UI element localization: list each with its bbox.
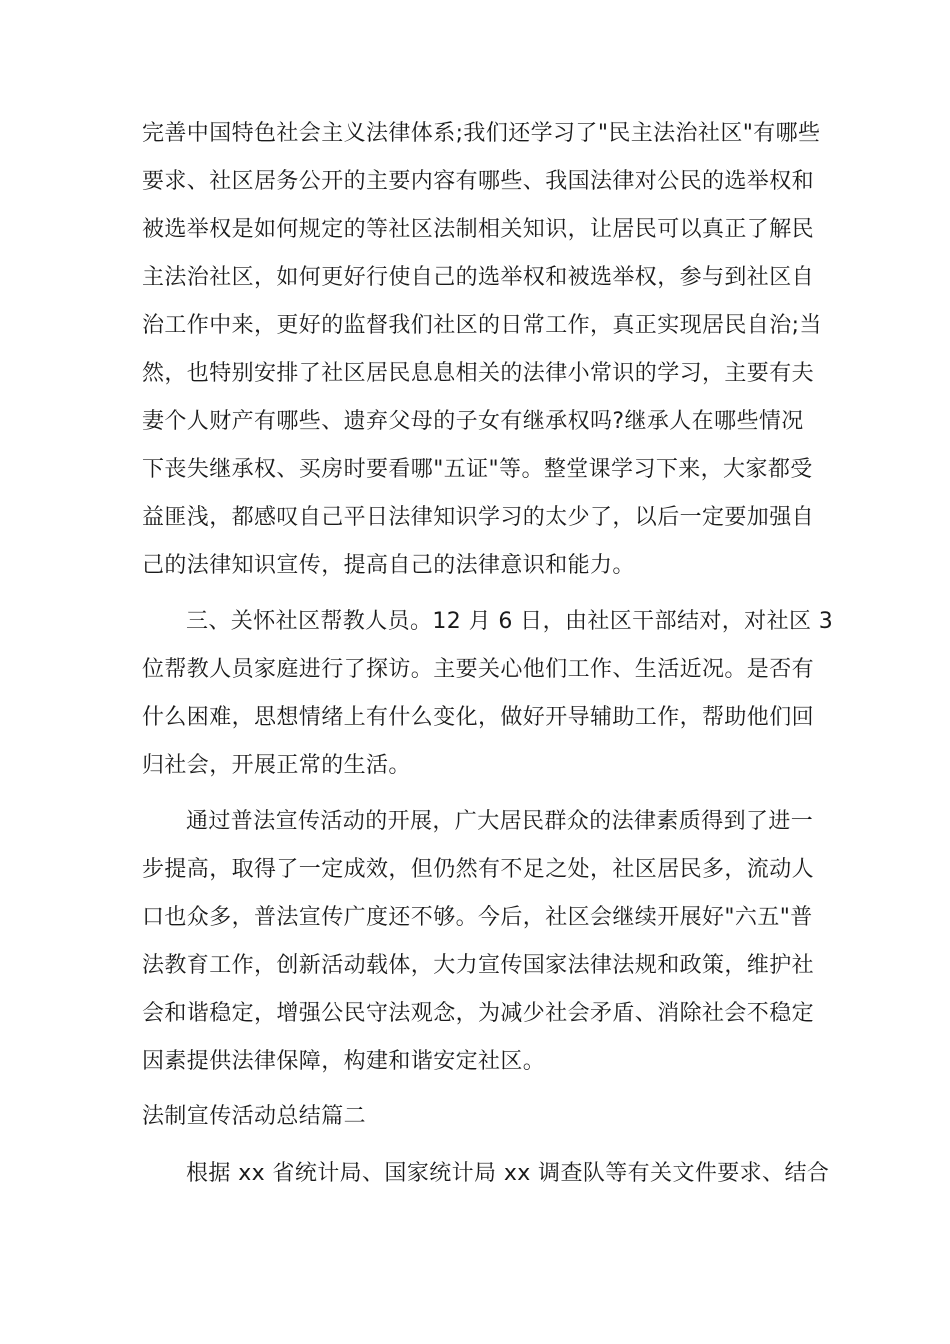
text-line: 然，也特别安排了社区居民息息相关的法律小常识的学习，主要有夫	[142, 361, 815, 386]
text-line: 口也众多，普法宣传广度还不够。今后，社区会继续开展好"六五"普	[142, 905, 813, 930]
text-line: 益匪浅，都感叹自己平日法律知识学习的太少了，以后一定要加强自	[142, 505, 815, 530]
text-line: 妻个人财产有哪些、遗弃父母的子女有继承权吗?继承人在哪些情况	[142, 409, 804, 434]
text-line: 三、关怀社区帮教人员。12 月 6 日，由社区干部结对，对社区 3	[186, 609, 834, 634]
text-line: 要求、社区居务公开的主要内容有哪些、我国法律对公民的选举权和	[142, 169, 815, 194]
text-line: 完善中国特色社会主义法律体系;我们还学习了"民主法治社区"有哪些	[142, 121, 821, 146]
text-line: 步提高，取得了一定成效，但仍然有不足之处，社区居民多，流动人	[142, 857, 815, 882]
text-line: 治工作中来，更好的监督我们社区的日常工作，真正实现居民自治;当	[142, 313, 822, 338]
text-line: 因素提供法律保障，构建和谐安定社区。	[142, 1049, 546, 1074]
text-line: 位帮教人员家庭进行了探访。主要关心他们工作、生活近况。是否有	[142, 657, 815, 682]
text-line: 归社会，开展正常的生活。	[142, 753, 411, 778]
text-line: 根据 xx 省统计局、国家统计局 xx 调查队等有关文件要求、结合	[186, 1161, 830, 1186]
section-heading: 法制宣传活动总结篇二	[142, 1104, 367, 1129]
text-line: 通过普法宣传活动的开展，广大居民群众的法律素质得到了进一	[186, 809, 814, 834]
text-line: 被选举权是如何规定的等社区法制相关知识，让居民可以真正了解民	[142, 217, 815, 242]
text-line: 法教育工作，创新活动载体，大力宣传国家法律法规和政策，维护社	[142, 953, 815, 978]
text-line: 会和谐稳定，增强公民守法观念，为减少社会矛盾、消除社会不稳定	[142, 1001, 815, 1026]
text-line: 己的法律知识宣传，提高自己的法律意识和能力。	[142, 553, 635, 578]
text-line: 下丧失继承权、买房时要看哪"五证"等。整堂课学习下来，大家都受	[142, 457, 813, 482]
text-line: 主法治社区，如何更好行使自己的选举权和被选举权，参与到社区自	[142, 265, 815, 290]
text-line: 什么困难，思想情绪上有什么变化，做好开导辅助工作，帮助他们回	[142, 705, 815, 730]
